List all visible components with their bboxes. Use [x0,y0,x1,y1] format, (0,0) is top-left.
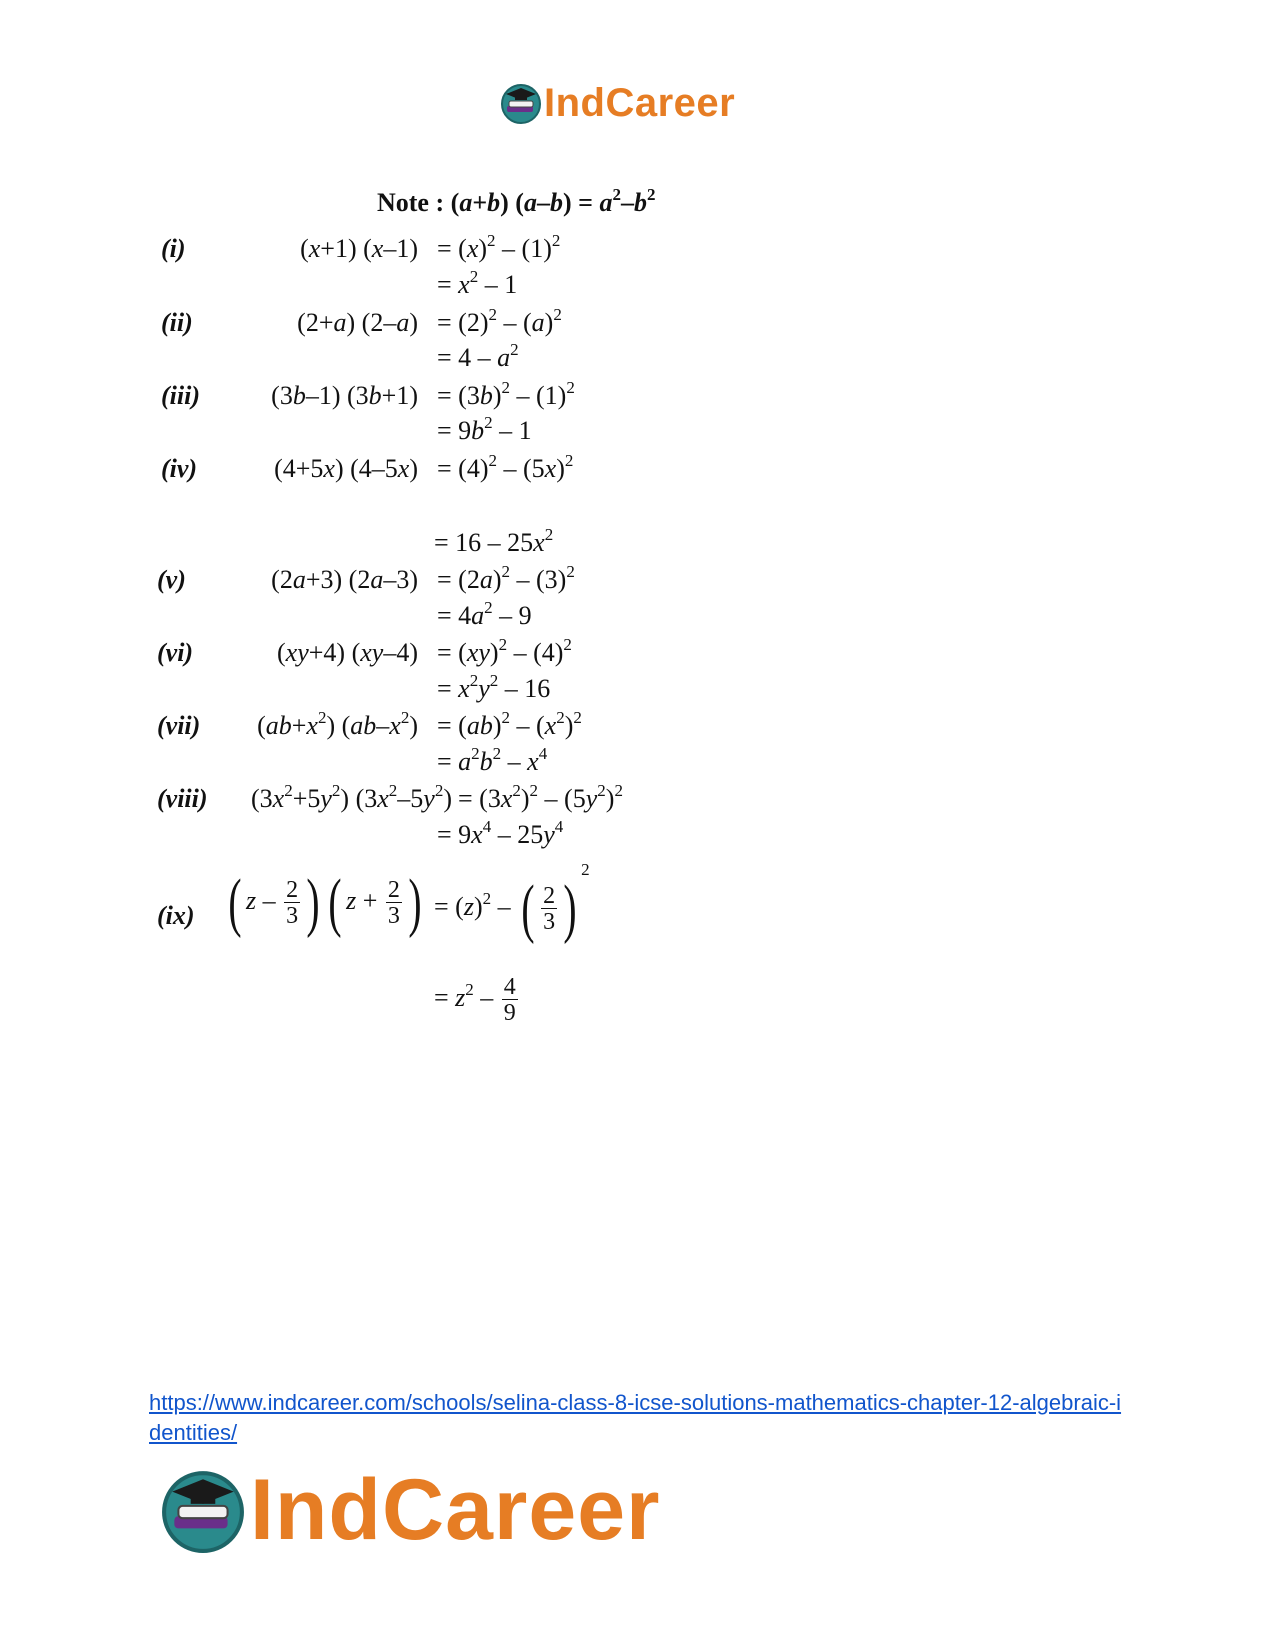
graduation-cap-books-globe-icon [160,1467,246,1553]
problem-step-i-1: = $(x)^2 - (1)^2$ [437,231,561,263]
problem-label-i: (i) [161,234,186,263]
problem-label-ix: (ix) [157,901,195,930]
problem-lhs-vi: (xy+4) (xy–4) [276,638,418,667]
note-line [377,185,656,217]
problem-label-iii: (iii) [161,381,200,410]
footer-logo [160,1460,661,1560]
problem-step-viii-2: = $9x^4 - 25y^4$ [437,817,564,849]
problem-step-vii-1: = $(ab)^2 - (x^2)^2$ [437,708,582,740]
problem-step-ii-1: = $(2)^2 - (a)^2$ [437,305,562,337]
problem-lhs-ix: ( z – $\frac{2}{3}$ ) ( z + $\frac{2}{3}$ ) [228,866,422,939]
problem-lhs-i: (x+1) (x–1) [300,234,418,263]
problem-step-viii-1: = $(3x^2)^2 - (5y^2)^2$ [458,781,623,813]
problem-label-ii: (ii) [161,308,193,337]
problem-step-iv-2: = $16 - 25x^2$ [434,525,554,557]
problem-step-ix-2: = $z^2$ – $\frac{4}{9}$ [434,974,516,1026]
problem-step-vi-1: = $(xy)^2 - (4)^2$ [437,635,572,667]
logo-text: IndCareer [544,80,736,125]
fraction-four-ninths: $\frac{4}{9}$ [503,974,516,1026]
problem-lhs-v: (2a+3) (2a–3) [271,565,418,594]
logo-text: IndCareer [250,1461,661,1558]
problem-label-iv: (iv) [161,454,198,483]
problem-step-ii-2: = $4 - a^2$ [437,340,519,372]
problem-lhs-ii: (2+a) (2–a) [297,308,418,337]
problem-step-i-2: = $x^2 - 1$ [437,267,518,299]
problem-step-ix-1: = $(z)^2$ – ( $\frac{2}{3}$ )$^2$ [434,860,590,946]
problem-step-iv-1: = $(4)^2 - (5x)^2$ [437,451,574,483]
source-url-link[interactable]: https://www.indcareer.com/schools/selina-class-8-icse-solutions-mathematics-chapter-12-algebraic-identities/ [149,1390,1122,1445]
problem-lhs-viii: $(3x^2+5y^2)$ $(3x^2-5y^2)$ [250,781,452,813]
fraction-two-thirds: $\frac{2}{3}$ [286,877,299,929]
problem-step-v-2: = $4a^2 - 9$ [437,598,532,630]
problem-step-vii-2: = $a^2b^2 - x^4$ [437,744,548,776]
problem-step-v-1: = $(2a)^2 - (3)^2$ [437,562,575,594]
problem-step-vi-2: = $x^2y^2 - 16$ [437,671,551,703]
fraction-two-thirds: $\frac{2}{3}$ [543,883,556,936]
problem-label-v: (v) [157,565,186,594]
note-identity: (a+b) $(a-b) = a^2-b^2$ [450,185,656,217]
problem-lhs-iii: (3b–1) (3b+1) [271,381,418,410]
problem-step-iii-1: = $(3b)^2 - (1)^2$ [437,378,575,410]
problem-lhs-iv: (4+5x) (4–5x) [274,454,418,483]
problem-label-viii: (viii) [157,784,208,813]
fraction-two-thirds: $\frac{2}{3}$ [387,877,400,929]
problem-label-vi: (vi) [157,638,194,667]
problem-label-vii: (vii) [157,711,201,740]
note-label: Note : [377,188,445,217]
problem-step-iii-2: = $9b^2 - 1$ [437,413,532,445]
problem-lhs-vii: $(ab+x^2)$ $(ab-x^2)$ [257,708,418,740]
